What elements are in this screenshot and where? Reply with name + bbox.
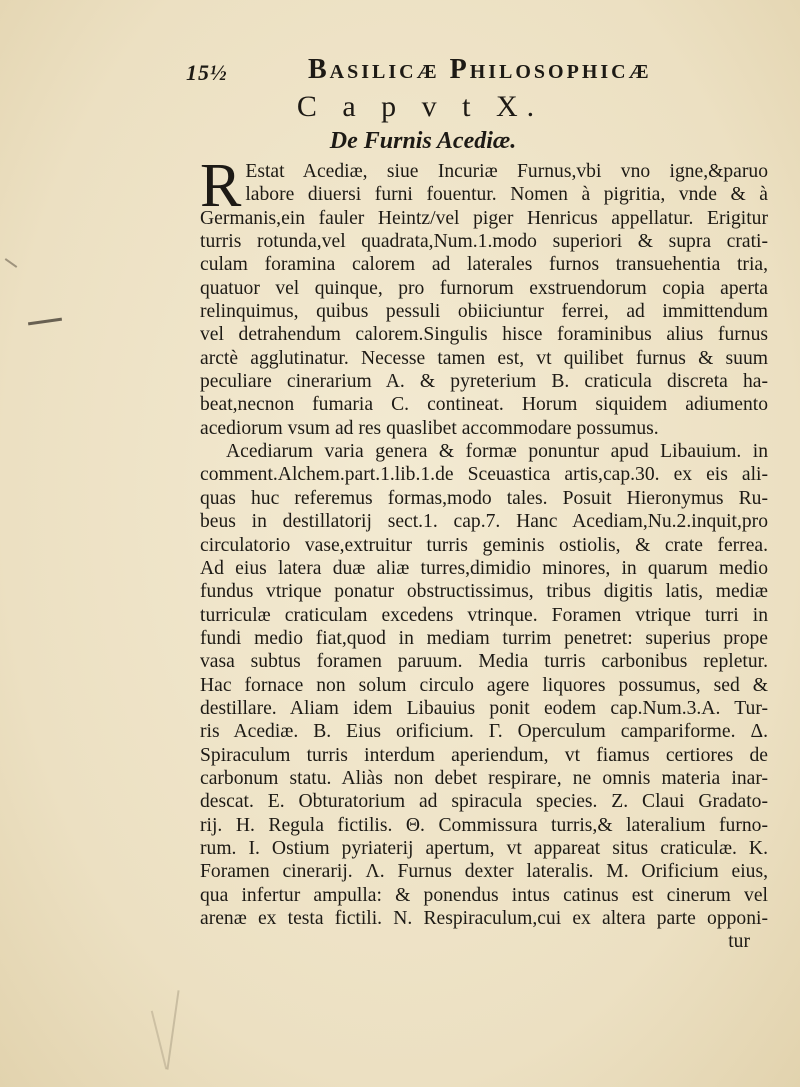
text-line: Germanis,ein fauler Heintz/vel piger Henricus appellatur. Erigitur [200, 207, 768, 229]
text-line: ris Acediæ. B. Eius orificium. Γ. Operculum campariforme. Δ. [200, 721, 768, 743]
text-line: arctè agglutinatur. Necesse tamen est, vt quilibet furnus & suum [200, 347, 768, 369]
text-line: culam foramina calorem ad laterales furnos transuehentia tria, [200, 254, 768, 276]
text-line: carbonum statu. Aliàs non debet respirare, ne omnis materia inar- [200, 767, 768, 789]
page-number: 15½ [186, 60, 228, 85]
text-line: Spiraculum turris interdum aperiendum, vt fiamus certiores de [200, 744, 768, 766]
text-line: fundi medio fiat,quod in mediam turrim penetret: superius prope [200, 627, 768, 649]
chapter-subtitle: De Furnis Acediæ. [329, 128, 517, 154]
text-line: fundus vtrique ponatur obstructissimus, tribus digitis latis, mediæ [200, 581, 768, 603]
text-line: quas huc referemus formas,modo tales. Posuit Hieronymus Ru- [200, 487, 768, 509]
chapter-title: C a p v t X. [296, 90, 544, 123]
body-text [200, 152, 768, 954]
text-line: turriculæ craticulam excedens vtrinque. Foramen vtrique turri in [200, 604, 768, 626]
text-line: Foramen cinerarij. Λ. Furnus dexter lateralis. M. Orificium eius, [200, 861, 768, 883]
margin-dash [28, 318, 62, 326]
text-line: relinquimus, quibus pessuli obiiciuntur ferrei, ad immittendum [200, 301, 768, 323]
catchword: tur [728, 931, 750, 953]
paragraph-2 [200, 440, 768, 930]
text-line: labore diuersi furni fouentur. Nomen à pigritia, vnde & à [245, 184, 768, 206]
text-line: quatuor vel quinque, pro furnorum exstruendorum copia aperta [200, 277, 768, 299]
text-line: comment.Alchem.part.1.lib.1.de Sceuastica artis,cap.30. ex eis ali- [200, 464, 768, 486]
margin-mark [5, 258, 18, 268]
text-line: peculiare cinerarium A. & pyreterium B. craticula discreta ha- [200, 371, 768, 393]
running-head: Basilicæ Philosophicæ [308, 54, 652, 85]
text-line: acediorum vsum ad res quaslibet accommodare possumus. [200, 417, 659, 439]
page-header [186, 52, 746, 86]
text-line: Estat Acediæ, siue Incuriæ Furnus,vbi vno igne,&paruo [245, 161, 768, 182]
text-line: beus in destillatorij sect.1. cap.7. Hanc Acediam,Nu.2.inquit,pro [200, 511, 768, 533]
drop-cap: R [200, 152, 242, 220]
page-crease [151, 1011, 167, 1070]
text-line: descat. E. Obturatorium ad spiracula species. Z. Claui Gradato- [200, 791, 768, 813]
text-line: vel detrahendum calorem.Singulis hisce foraminibus alius furnus [200, 324, 768, 346]
text-line: vasa subtus foramen paruum. Media turris carbonibus repletur. [200, 651, 768, 673]
text-line: beat,necnon fumaria C. contineat. Horum siquidem adiumento [200, 394, 768, 416]
page-crease [166, 990, 179, 1069]
text-line: turris rotunda,vel quadrata,Num.1.modo superiori & supra crati- [200, 231, 768, 253]
paragraph-1 [200, 207, 768, 440]
text-line: Acediarum varia genera & formæ ponuntur apud Libauium. in [226, 441, 768, 463]
text-line: rij. H. Regula fictilis. Θ. Commissura turris,& lateralium furno- [200, 814, 768, 836]
text-line: arenæ ex testa fictili. N. Respiraculum,cui ex altera parte opponi- [200, 908, 768, 929]
text-line: destillare. Aliam idem Libauius ponit eodem cap.Num.3.A. Tur- [200, 697, 768, 719]
text-line: rum. I. Ostium pyriaterij apertum, vt appareat situs craticulæ. K. [200, 837, 768, 859]
text-line: circulatorio vase,extruitur turris geminis ostiolis, & crate ferrea. [200, 534, 768, 556]
text-line: qua infertur ampulla: & ponendus intus catinus est cinerum vel [200, 884, 768, 906]
text-line: Hac fornace non solum circulo agere liquores possumus, sed & [200, 674, 768, 696]
text-line: Ad eius latera duæ aliæ turres,dimidio minores, in quarum medio [200, 557, 768, 579]
